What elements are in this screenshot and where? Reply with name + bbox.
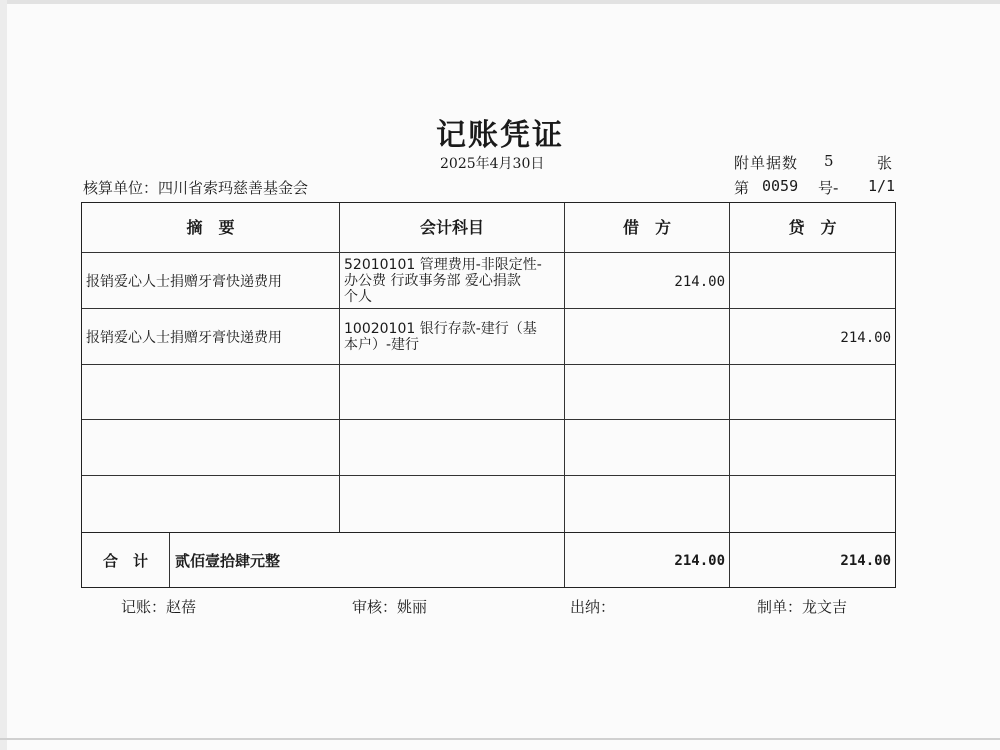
- accounting-unit-label: 核算单位：: [83, 179, 159, 197]
- row-1-account: [344, 257, 562, 305]
- divider-account-debit: [564, 203, 565, 587]
- header-credit: 贷 方: [788, 218, 837, 237]
- header-account: 会计科目: [419, 218, 484, 237]
- total-debit: 214.00: [674, 553, 725, 569]
- row-1-summary: 报销爱心人士捐赠牙膏快递费用: [86, 274, 282, 290]
- attachment-unit: 张: [877, 154, 893, 172]
- preparer-signature: [757, 596, 847, 617]
- row-1-debit: 214.00: [674, 274, 725, 290]
- voucher-page: 1/1: [868, 177, 896, 195]
- bookkeeper-signature: [121, 596, 196, 617]
- total-divider: [82, 532, 895, 533]
- total-amount-words: 贰佰壹拾肆元整: [175, 552, 281, 570]
- preparer-label: 制单：: [757, 598, 803, 616]
- voucher-number: [734, 177, 896, 197]
- row-1-account-line-1: 52010101 管理费用-非限定性-: [344, 257, 542, 273]
- voucher-table: [81, 202, 896, 588]
- row-divider-4: [82, 475, 895, 476]
- voucher-suffix: 号-: [818, 179, 839, 197]
- voucher-title: 记账凭证: [436, 118, 564, 153]
- total-label: 合 计: [102, 552, 148, 570]
- header-divider: [82, 252, 895, 253]
- scan-edge-top: [0, 0, 1000, 4]
- attachment-label: 附单据数: [734, 154, 799, 172]
- cashier-label: 出纳：: [570, 598, 616, 616]
- row-2-account: [344, 321, 562, 353]
- bookkeeper-name: 赵蓓: [166, 598, 197, 616]
- voucher-date: 2025年4月30日: [440, 156, 545, 172]
- attachment-count: [734, 152, 893, 173]
- row-2-account-line-2: 本户）-建行: [344, 337, 420, 353]
- auditor-signature: [352, 596, 427, 617]
- bookkeeper-label: 记账：: [121, 598, 167, 616]
- accounting-unit-name: 四川省索玛慈善基金会: [158, 179, 309, 197]
- preparer-name: 龙文吉: [802, 598, 848, 616]
- row-1-account-line-3: 个人: [344, 289, 372, 305]
- row-1-account-line-2: 办公费 行政事务部 爱心捐款: [344, 273, 521, 289]
- auditor-name: 姚丽: [397, 598, 428, 616]
- auditor-label: 审核：: [352, 598, 398, 616]
- row-divider-3: [82, 419, 895, 420]
- row-2-summary: 报销爱心人士捐赠牙膏快递费用: [86, 330, 282, 346]
- accounting-unit: [83, 177, 308, 198]
- voucher-number-value: 0059: [762, 177, 799, 195]
- row-2-account-line-1: 10020101 银行存款-建行（基: [344, 321, 537, 337]
- header-debit: 借 方: [622, 218, 671, 237]
- header-summary: 摘 要: [186, 218, 235, 237]
- divider-debit-credit: [729, 203, 730, 587]
- row-divider-2: [82, 364, 895, 365]
- attachment-number: 5: [824, 152, 834, 170]
- total-credit: 214.00: [840, 553, 891, 569]
- divider-total-label: [169, 533, 170, 587]
- scan-bottom-rule: [0, 738, 1000, 740]
- voucher-prefix: 第: [734, 179, 750, 197]
- row-2-credit: 214.00: [840, 330, 891, 346]
- cashier-signature: [570, 596, 615, 617]
- row-divider-1: [82, 308, 895, 309]
